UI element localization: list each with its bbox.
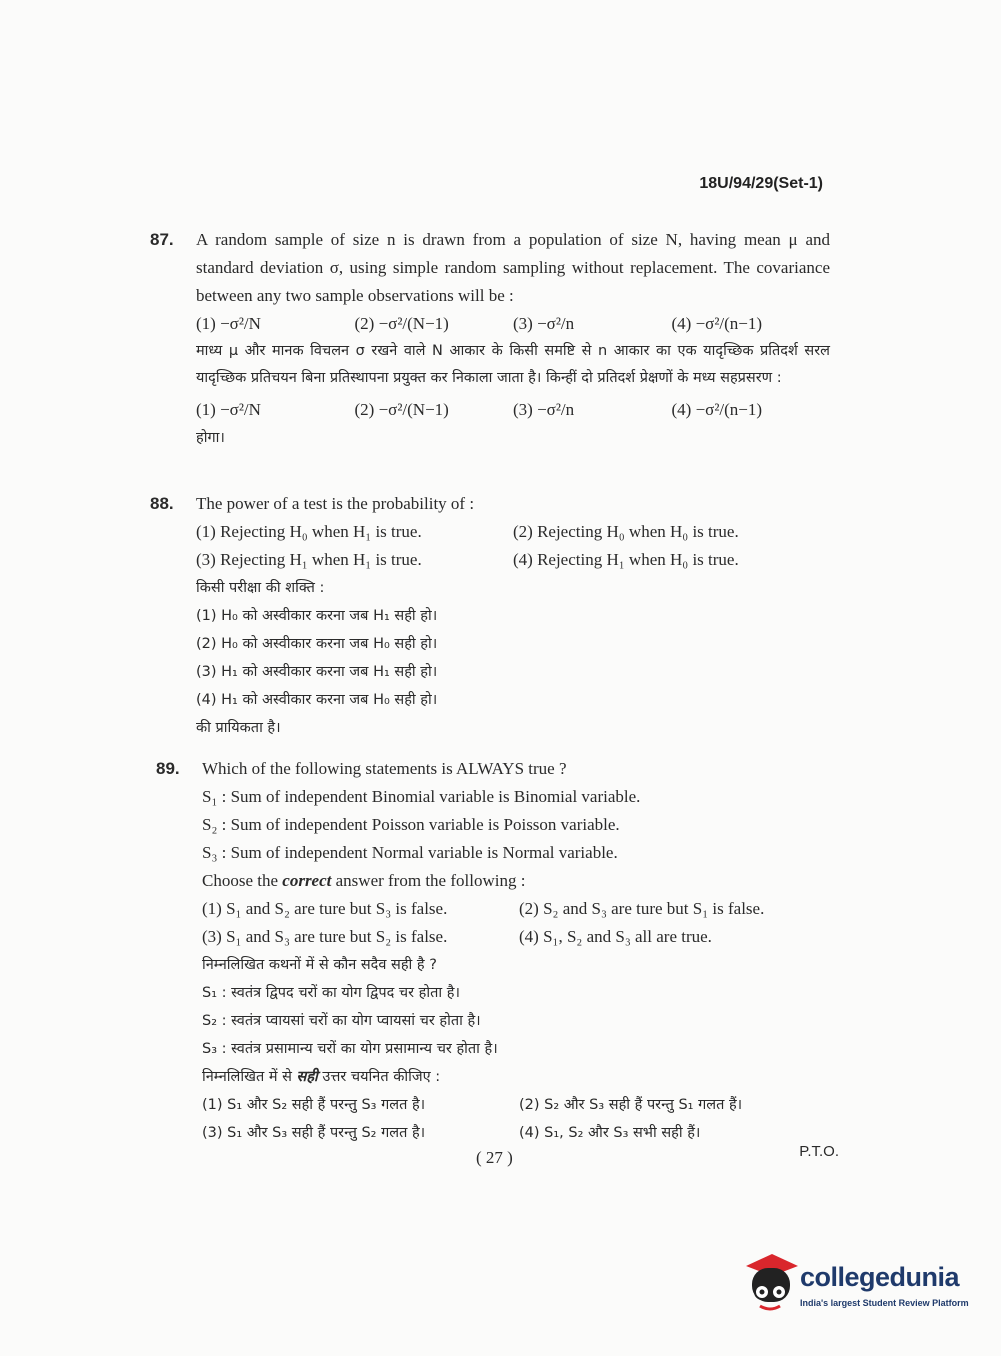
options-hi-row-1 [202,1091,836,1119]
question-end-hi: की प्रायिकता है। [196,720,281,736]
option-hi-1: (1) H₀ को अस्वीकार करना जब H₁ सही हो। [196,608,438,624]
page-number: ( 27 ) [476,1148,513,1167]
options-en-row-2 [202,923,836,951]
choose-instruction-en: Choose the correct answer from the following : [202,871,526,890]
question-text-hi: निम्नलिखित कथनों में से कौन सदैव सही है ? [202,957,437,973]
question-text-hi: माध्य μ और मानक विचलन σ रखने वाले N आकार के किसी समष्टि से n आकार का एक यादृच्छिक प्रतिदर्श सरल यादृच्छिक प्रतिचयन बिना प्रतिस्थापना प्रयुक्त कर निकाला जाता है। किन्हीं दो प्रतिदर्श प्रेक्षणों के मध्य सहप्रसरण : [196,343,830,386]
question-number: 87. [150,230,174,249]
option-4: (4) −σ²/(n−1) [671,314,763,333]
options-en-row-1 [202,895,836,923]
option-1: (1) S₁ और S₂ सही हैं परन्तु S₃ गलत है। [202,1097,426,1113]
option-1: (1) −σ²/N [196,400,261,419]
question-88 [150,490,830,742]
option-4: (4) S₁, S₂ and S₃ all are true. [519,927,712,946]
option-2: (2) Rejecting H₀ when H₀ is true. [513,522,739,541]
question-87 [150,226,830,452]
option-3: (3) −σ²/n [513,314,575,333]
option-2: (2) S₂ और S₃ सही हैं परन्तु S₁ गलत हैं। [519,1097,743,1113]
options-en-row-1 [196,518,830,546]
question-number: 89. [156,759,180,778]
pto-label: P.T.O. [799,1143,839,1160]
statement-hi-3: S₃ : स्वतंत्र प्रसामान्य चरों का योग प्रसामान्य चर होता है। [202,1041,498,1057]
option-2: (2) −σ²/(N−1) [354,400,449,419]
statement-en-2: S₂ : Sum of independent Poisson variable is Poisson variable. [202,815,620,834]
option-hi-2: (2) H₀ को अस्वीकार करना जब H₀ सही हो। [196,636,438,652]
option-4: (4) S₁, S₂ और S₃ सभी सही हैं। [519,1125,701,1141]
collegedunia-logo [742,1250,972,1320]
question-89 [156,755,836,1147]
option-1: (1) Rejecting H₀ when H₁ is true. [196,522,422,541]
option-3: (3) Rejecting H₁ when H₁ is true. [196,550,422,569]
statement-en-3: S₃ : Sum of independent Normal variable is Normal variable. [202,843,618,862]
logo-wordmark: collegedunia [800,1262,960,1292]
question-number: 88. [150,494,174,513]
statement-hi-2: S₂ : स्वतंत्र प्वायसां चरों का योग प्वायसां चर होता है। [202,1013,481,1029]
option-3: (3) −σ²/n [513,400,575,419]
question-text-en: A random sample of size n is drawn from a population of size N, having mean μ and standard deviation σ, using simple random sampling without replacement. The covariance between any two sample observations will be : [196,230,830,305]
option-1: (1) S₁ and S₂ are ture but S₃ is false. [202,899,448,918]
option-3: (3) S₁ and S₃ are ture but S₂ is false. [202,927,448,946]
option-4: (4) Rejecting H₁ when H₀ is true. [513,550,739,569]
options-hi-row-2 [202,1119,836,1147]
mascot-icon [742,1252,798,1316]
option-2: (2) S₂ and S₃ are ture but S₁ is false. [519,899,765,918]
question-text-hi: किसी परीक्षा की शक्ति : [196,580,325,596]
question-text-en: Which of the following statements is ALWAYS true ? [202,759,567,778]
choose-instruction-hi: निम्नलिखित में से सही उत्तर चयनित कीजिए : [202,1069,441,1085]
option-hi-3: (3) H₁ को अस्वीकार करना जब H₁ सही हो। [196,664,438,680]
option-2: (2) −σ²/(N−1) [354,314,449,333]
option-3: (3) S₁ और S₃ सही हैं परन्तु S₂ गलत है। [202,1125,426,1141]
statement-hi-1: S₁ : स्वतंत्र द्विपद चरों का योग द्विपद चर होता है। [202,985,460,1001]
option-1: (1) −σ²/N [196,314,261,333]
question-end-hi: होगा। [196,430,225,446]
option-4: (4) −σ²/(n−1) [671,400,763,419]
paper-code: 18U/94/29(Set-1) [699,175,823,192]
statement-en-1: S₁ : Sum of independent Binomial variable is Binomial variable. [202,787,641,806]
options-hi [196,396,830,424]
option-hi-4: (4) H₁ को अस्वीकार करना जब H₀ सही हो। [196,692,438,708]
logo-tagline: India's largest Student Review Platform [800,1298,969,1308]
question-text-en: The power of a test is the probability of : [196,494,475,513]
options-en-row-2 [196,546,830,574]
options-en [196,310,830,338]
